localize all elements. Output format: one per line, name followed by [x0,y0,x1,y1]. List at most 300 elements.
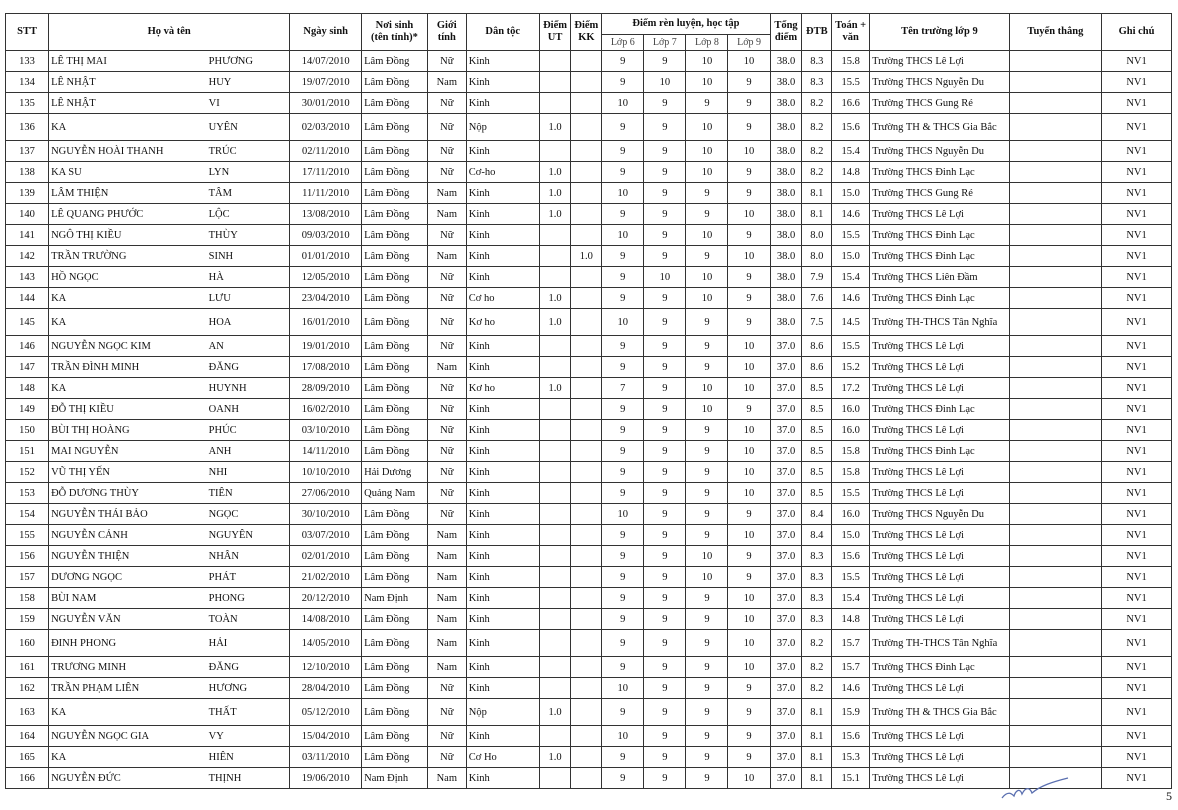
ut-cell [539,357,571,378]
surname-cell: TRẦN TRƯỜNG [49,246,207,267]
dob-cell: 05/12/2010 [290,699,362,726]
note-cell: NV1 [1102,183,1172,204]
dob-cell: 01/01/2010 [290,246,362,267]
dtb-cell: 8.1 [802,183,832,204]
dob-cell: 02/01/2010 [290,546,362,567]
dtb-cell: 8.5 [802,483,832,504]
total-cell: 37.0 [770,441,802,462]
grade7-cell: 9 [644,567,686,588]
direct-cell [1009,588,1101,609]
math-lit-cell: 16.6 [832,93,870,114]
ethnicity-cell: Kinh [466,657,539,678]
grade9-cell: 10 [728,378,770,399]
ethnicity-cell: Kinh [466,420,539,441]
birthplace-cell: Lâm Đồng [362,420,428,441]
given-name-cell: LỘC [207,204,290,225]
birthplace-cell: Lâm Đồng [362,399,428,420]
math-lit-cell: 15.8 [832,441,870,462]
given-name-cell: NGỌC [207,504,290,525]
direct-cell [1009,336,1101,357]
school-cell: Trường THCS Lê Lợi [870,747,1010,768]
col-header-ethnicity: Dân tộc [466,14,539,51]
note-cell: NV1 [1102,525,1172,546]
surname-cell: DƯƠNG NGỌC [49,567,207,588]
table-body [6,51,1172,789]
math-lit-cell: 17.2 [832,378,870,399]
stt-cell: 149 [6,399,49,420]
grade9-cell: 10 [728,657,770,678]
given-name-cell: HUY [207,72,290,93]
ethnicity-cell: Kinh [466,546,539,567]
math-lit-cell: 15.1 [832,768,870,789]
grade6-cell: 10 [602,183,644,204]
dtb-cell: 8.6 [802,357,832,378]
ethnicity-cell: Nộp [466,699,539,726]
direct-cell [1009,726,1101,747]
ethnicity-cell: Kinh [466,246,539,267]
stt-cell: 150 [6,420,49,441]
note-cell: NV1 [1102,747,1172,768]
ut-cell: 1.0 [539,114,571,141]
dtb-cell: 8.1 [802,768,832,789]
table-row [6,357,1172,378]
given-name-cell: VY [207,726,290,747]
ut-cell [539,336,571,357]
ethnicity-cell: Kinh [466,609,539,630]
table-row [6,399,1172,420]
direct-cell [1009,141,1101,162]
grade6-cell: 9 [602,114,644,141]
gender-cell: Nữ [427,462,466,483]
school-cell: Trường THCS Lê Lợi [870,609,1010,630]
school-cell: Trường THCS Nguyễn Du [870,72,1010,93]
table-row [6,114,1172,141]
dob-cell: 03/11/2010 [290,747,362,768]
given-name-cell: THỊNH [207,768,290,789]
grade9-cell: 9 [728,72,770,93]
surname-cell: ĐỖ DƯƠNG THÙY [49,483,207,504]
math-lit-cell: 15.2 [832,357,870,378]
col-header-grade6: Lớp 6 [602,35,644,51]
kk-cell [571,51,602,72]
ut-cell: 1.0 [539,378,571,399]
surname-cell: KA [49,288,207,309]
total-cell: 37.0 [770,609,802,630]
ut-cell: 1.0 [539,309,571,336]
kk-cell [571,483,602,504]
gender-cell: Nam [427,657,466,678]
grade6-cell: 9 [602,288,644,309]
ethnicity-cell: Kinh [466,678,539,699]
grade6-cell: 9 [602,336,644,357]
school-cell: Trường THCS Lê Lợi [870,678,1010,699]
kk-cell [571,183,602,204]
given-name-cell: NHI [207,462,290,483]
grade7-cell: 9 [644,114,686,141]
stt-cell: 146 [6,336,49,357]
total-cell: 38.0 [770,141,802,162]
grade8-cell: 10 [686,567,728,588]
stt-cell: 158 [6,588,49,609]
math-lit-cell: 14.6 [832,204,870,225]
ethnicity-cell: Nộp [466,114,539,141]
ethnicity-cell: Kinh [466,462,539,483]
grade8-cell: 9 [686,309,728,336]
math-lit-cell: 15.6 [832,546,870,567]
grade9-cell: 10 [728,204,770,225]
dob-cell: 17/11/2010 [290,162,362,183]
total-cell: 37.0 [770,546,802,567]
birthplace-cell: Lâm Đồng [362,336,428,357]
ethnicity-cell: Kinh [466,441,539,462]
school-cell: Trường THCS Nguyễn Du [870,141,1010,162]
given-name-cell: HOA [207,309,290,336]
kk-cell [571,441,602,462]
grade8-cell: 9 [686,420,728,441]
kk-cell [571,72,602,93]
kk-cell [571,309,602,336]
surname-cell: NGUYỄN NGỌC KIM [49,336,207,357]
school-cell: Trường THCS Gung Ré [870,93,1010,114]
stt-cell: 141 [6,225,49,246]
total-cell: 37.0 [770,588,802,609]
given-name-cell: ĐĂNG [207,357,290,378]
dtb-cell: 8.1 [802,204,832,225]
grade7-cell: 9 [644,483,686,504]
grade6-cell: 9 [602,204,644,225]
surname-cell: KA [49,699,207,726]
dtb-cell: 8.1 [802,699,832,726]
grade6-cell: 9 [602,399,644,420]
grade8-cell: 9 [686,462,728,483]
grade7-cell: 10 [644,72,686,93]
stt-cell: 159 [6,609,49,630]
dtb-cell: 8.2 [802,630,832,657]
gender-cell: Nữ [427,93,466,114]
ethnicity-cell: Kinh [466,141,539,162]
ut-cell [539,462,571,483]
school-cell: Trường THCS Đinh Lạc [870,225,1010,246]
note-cell: NV1 [1102,567,1172,588]
school-cell: Trường TH & THCS Gia Bắc [870,114,1010,141]
dob-cell: 13/08/2010 [290,204,362,225]
surname-cell: TRẦN PHẠM LIÊN [49,678,207,699]
dob-cell: 14/08/2010 [290,609,362,630]
surname-cell: NGUYỄN ĐỨC [49,768,207,789]
total-cell: 37.0 [770,726,802,747]
note-cell: NV1 [1102,504,1172,525]
gender-cell: Nữ [427,504,466,525]
grade7-cell: 9 [644,93,686,114]
dob-cell: 27/06/2010 [290,483,362,504]
grade6-cell: 10 [602,504,644,525]
ethnicity-cell: Cơ ho [466,288,539,309]
dob-cell: 02/03/2010 [290,114,362,141]
kk-cell [571,204,602,225]
dob-cell: 19/01/2010 [290,336,362,357]
grade7-cell: 9 [644,204,686,225]
dtb-cell: 8.2 [802,678,832,699]
dtb-cell: 8.0 [802,246,832,267]
stt-cell: 133 [6,51,49,72]
dob-cell: 30/10/2010 [290,504,362,525]
grade6-cell: 9 [602,609,644,630]
given-name-cell: PHÁT [207,567,290,588]
math-lit-cell: 15.9 [832,699,870,726]
surname-cell: LÊ NHẬT [49,72,207,93]
note-cell: NV1 [1102,246,1172,267]
given-name-cell: TOÀN [207,609,290,630]
grade6-cell: 7 [602,378,644,399]
kk-cell [571,336,602,357]
note-cell: NV1 [1102,162,1172,183]
note-cell: NV1 [1102,204,1172,225]
dtb-cell: 8.4 [802,525,832,546]
grade7-cell: 9 [644,588,686,609]
school-cell: Trường THCS Liên Đầm [870,267,1010,288]
dob-cell: 19/06/2010 [290,768,362,789]
dtb-cell: 8.1 [802,747,832,768]
grade9-cell: 9 [728,309,770,336]
kk-cell [571,141,602,162]
direct-cell [1009,747,1101,768]
dob-cell: 20/12/2010 [290,588,362,609]
given-name-cell: THẤT [207,699,290,726]
school-cell: Trường THCS Đinh Lạc [870,399,1010,420]
ethnicity-cell: Kinh [466,204,539,225]
grade8-cell: 10 [686,72,728,93]
table-row [6,525,1172,546]
gender-cell: Nam [427,588,466,609]
surname-cell: HỒ NGỌC [49,267,207,288]
dtb-cell: 7.9 [802,267,832,288]
grade8-cell: 9 [686,699,728,726]
grade9-cell: 9 [728,93,770,114]
grade9-cell: 9 [728,183,770,204]
dtb-cell: 8.0 [802,225,832,246]
grade7-cell: 9 [644,699,686,726]
grade9-cell: 10 [728,588,770,609]
birthplace-cell: Lâm Đồng [362,546,428,567]
math-lit-cell: 15.5 [832,483,870,504]
school-cell: Trường THCS Lê Lợi [870,768,1010,789]
grade6-cell: 9 [602,72,644,93]
stt-cell: 140 [6,204,49,225]
col-header-gender: Giới tính [427,14,466,51]
stt-cell: 138 [6,162,49,183]
col-header-grade7: Lớp 7 [644,35,686,51]
table-row [6,225,1172,246]
grade8-cell: 9 [686,588,728,609]
dob-cell: 12/10/2010 [290,657,362,678]
surname-cell: NGUYỄN NGỌC GIA [49,726,207,747]
total-cell: 37.0 [770,357,802,378]
grade9-cell: 10 [728,525,770,546]
grade7-cell: 9 [644,378,686,399]
dob-cell: 15/04/2010 [290,726,362,747]
note-cell: NV1 [1102,699,1172,726]
birthplace-cell: Lâm Đồng [362,246,428,267]
direct-cell [1009,525,1101,546]
table-row [6,657,1172,678]
gender-cell: Nữ [427,420,466,441]
total-cell: 37.0 [770,504,802,525]
total-cell: 38.0 [770,267,802,288]
gender-cell: Nữ [427,678,466,699]
note-cell: NV1 [1102,309,1172,336]
note-cell: NV1 [1102,483,1172,504]
math-lit-cell: 15.3 [832,747,870,768]
direct-cell [1009,225,1101,246]
stt-cell: 144 [6,288,49,309]
total-cell: 37.0 [770,462,802,483]
grade8-cell: 9 [686,93,728,114]
surname-cell: NGUYỄN THIỆN [49,546,207,567]
school-cell: Trường THCS Nguyễn Du [870,504,1010,525]
birthplace-cell: Lâm Đồng [362,51,428,72]
ethnicity-cell: Kinh [466,357,539,378]
grade8-cell: 9 [686,336,728,357]
given-name-cell: PHƯƠNG [207,51,290,72]
given-name-cell: ANH [207,441,290,462]
grade7-cell: 10 [644,267,686,288]
col-header-total: Tổng điểm [770,14,802,51]
stt-cell: 137 [6,141,49,162]
grade6-cell: 9 [602,768,644,789]
given-name-cell: TIÊN [207,483,290,504]
stt-cell: 155 [6,525,49,546]
dtb-cell: 8.3 [802,72,832,93]
birthplace-cell: Lâm Đồng [362,699,428,726]
surname-cell: LÂM THIỆN [49,183,207,204]
total-cell: 38.0 [770,246,802,267]
dob-cell: 14/07/2010 [290,51,362,72]
given-name-cell: TÂM [207,183,290,204]
stt-cell: 160 [6,630,49,657]
ut-cell: 1.0 [539,747,571,768]
total-cell: 38.0 [770,51,802,72]
grade8-cell: 9 [686,504,728,525]
ethnicity-cell: Kinh [466,726,539,747]
dtb-cell: 8.5 [802,399,832,420]
stt-cell: 148 [6,378,49,399]
grade9-cell: 10 [728,357,770,378]
grade7-cell: 9 [644,768,686,789]
birthplace-cell: Lâm Đồng [362,114,428,141]
grade7-cell: 9 [644,246,686,267]
birthplace-cell: Lâm Đồng [362,141,428,162]
total-cell: 38.0 [770,225,802,246]
birthplace-cell: Lâm Đồng [362,204,428,225]
surname-cell: KA [49,114,207,141]
ut-cell [539,768,571,789]
math-lit-cell: 15.6 [832,726,870,747]
grade9-cell: 9 [728,225,770,246]
math-lit-cell: 15.6 [832,114,870,141]
kk-cell [571,225,602,246]
dob-cell: 21/02/2010 [290,567,362,588]
grade7-cell: 9 [644,141,686,162]
direct-cell [1009,699,1101,726]
dtb-cell: 8.3 [802,567,832,588]
dtb-cell: 7.5 [802,309,832,336]
stt-cell: 143 [6,267,49,288]
dtb-cell: 8.2 [802,657,832,678]
grade8-cell: 10 [686,288,728,309]
kk-cell [571,399,602,420]
surname-cell: MAI NGUYỄN [49,441,207,462]
birthplace-cell: Lâm Đồng [362,630,428,657]
math-lit-cell: 14.8 [832,162,870,183]
note-cell: NV1 [1102,51,1172,72]
note-cell: NV1 [1102,114,1172,141]
grade7-cell: 9 [644,336,686,357]
direct-cell [1009,630,1101,657]
gender-cell: Nữ [427,225,466,246]
gender-cell: Nữ [427,378,466,399]
given-name-cell: TRÚC [207,141,290,162]
note-cell: NV1 [1102,441,1172,462]
grade7-cell: 9 [644,546,686,567]
surname-cell: TRẦN ĐÌNH MINH [49,357,207,378]
dob-cell: 14/11/2010 [290,441,362,462]
col-header-birthplace: Nơi sinh (tên tỉnh)* [362,14,428,51]
col-header-grade8: Lớp 8 [686,35,728,51]
note-cell: NV1 [1102,726,1172,747]
col-header-dob: Ngày sinh [290,14,362,51]
birthplace-cell: Lâm Đồng [362,183,428,204]
kk-cell [571,588,602,609]
direct-cell [1009,678,1101,699]
stt-cell: 145 [6,309,49,336]
table-row [6,483,1172,504]
grade8-cell: 10 [686,267,728,288]
grade9-cell: 10 [728,462,770,483]
table-row [6,267,1172,288]
direct-cell [1009,504,1101,525]
kk-cell [571,768,602,789]
grade8-cell: 10 [686,546,728,567]
gender-cell: Nữ [427,114,466,141]
table-row [6,546,1172,567]
dtb-cell: 8.3 [802,588,832,609]
birthplace-cell: Lâm Đồng [362,93,428,114]
gender-cell: Nam [427,546,466,567]
table-row [6,630,1172,657]
grade7-cell: 9 [644,678,686,699]
grade8-cell: 9 [686,630,728,657]
grade9-cell: 9 [728,567,770,588]
ethnicity-cell: Kơ ho [466,378,539,399]
note-cell: NV1 [1102,378,1172,399]
direct-cell [1009,462,1101,483]
birthplace-cell: Quảng Nam [362,483,428,504]
dob-cell: 16/01/2010 [290,309,362,336]
ethnicity-cell: Kinh [466,630,539,657]
gender-cell: Nữ [427,141,466,162]
given-name-cell: VI [207,93,290,114]
table-row [6,420,1172,441]
surname-cell: BÙI NAM [49,588,207,609]
grade6-cell: 9 [602,657,644,678]
table-row [6,51,1172,72]
grade9-cell: 9 [728,399,770,420]
grade6-cell: 9 [602,747,644,768]
total-cell: 37.0 [770,768,802,789]
school-cell: Trường THCS Lê Lợi [870,546,1010,567]
given-name-cell: AN [207,336,290,357]
grade8-cell: 10 [686,51,728,72]
